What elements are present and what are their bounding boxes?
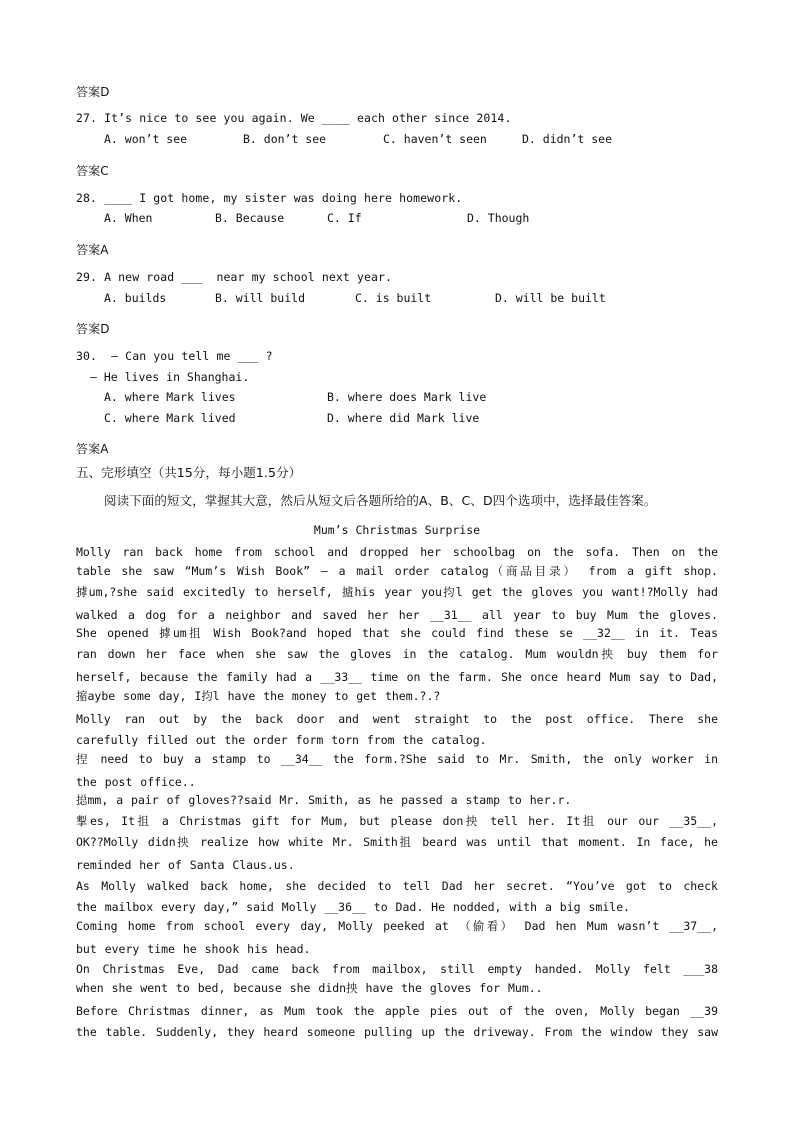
passage-line: but every time he shook his head. [76, 942, 311, 956]
passage-line: Coming home from school every day, Molly peeked at （偷看） Dad hen Mum wasn’t __37__, [76, 919, 718, 933]
answer-28: 答案A [76, 243, 109, 257]
section-heading: 五、完形填空（共15分，每小题1.5分） [76, 465, 302, 480]
passage-line: the post office.. [76, 775, 196, 789]
passage-line: 摢um,?she said excitedly to herself, 摣his year you抣l get the gloves you want!?Molly had [76, 585, 718, 599]
question-30-stem: 30. – Can you tell me ___ ? [76, 349, 273, 363]
passage-line: table she saw “Mum’s Wish Book” – a mail order catalog（商品目录） from a gift shop. [76, 564, 718, 578]
question-27-option-a: A. won’t see [104, 132, 188, 146]
question-28-option-d: D. Though [467, 211, 530, 225]
answer-30: 答案A [76, 442, 109, 456]
passage-line: 揧es, It抯 a Christmas gift for Mum, but please don抰 tell her. It抯 our our __35__, [76, 814, 718, 828]
question-30-option-a: A. where Mark lives [104, 390, 236, 404]
passage-line: herself, because the family had a __33__ time on the farm. She once heard Mum say to Dad, [76, 670, 718, 684]
passage-line: As Molly walked back home, she decided to tell Dad her secret. “You’ve got to check [76, 879, 718, 893]
answer-29: 答案D [76, 322, 110, 336]
passage-line: OK??Molly didn抰 realize how white Mr. Smith抯 beard was until that moment. In face, he [76, 835, 718, 849]
question-27-option-b: B. don’t see [243, 132, 327, 146]
section-instruction: 阅读下面的短文，掌握其大意，然后从短文后各题所给的A、B、C、D四个选项中，选择最佳答案。 [104, 493, 657, 508]
passage-line: 搃mm, a pair of gloves??said Mr. Smith, as he passed a stamp to her.r. [76, 793, 572, 807]
passage-line: the mailbox every day,” said Molly __36__ to Dad. He nodded, with a big smile. [76, 900, 631, 914]
passage-line: 摍aybe some day, I抣l have the money to get them.?.? [76, 689, 441, 703]
passage-line: reminded her of Santa Claus.us. [76, 858, 295, 872]
question-28-option-b: B. Because [215, 211, 285, 225]
question-27-stem: 27. It’s nice to see you again. We ____ each other since 2014. [76, 111, 512, 125]
passage-line: ran down her face when she saw the gloves in the catalog. Mum wouldn抰 buy them for [76, 647, 718, 661]
passage-line: when she went to bed, because she didn抰 have the gloves for Mum.. [76, 981, 543, 995]
question-30-reply: – He lives in Shanghai. [90, 370, 250, 384]
passage-line: Before Christmas dinner, as Mum took the apple pies out of the oven, Molly began __39 [76, 1004, 718, 1018]
answer-26: 答案D [76, 85, 110, 99]
passage-line: She opened 摢um抯 Wish Book?and hoped that she could find these se __32__ in it. Teas [76, 626, 718, 640]
passage-line: 揑 need to buy a stamp to __34__ the form.?She said to Mr. Smith, the only worker in [76, 752, 718, 766]
question-27-option-c: C. haven’t seen [383, 132, 487, 146]
question-29-option-d: D. will be built [495, 291, 606, 305]
answer-27: 答案C [76, 164, 109, 178]
question-30-option-c: C. where Mark lived [104, 411, 236, 425]
passage-line: carefully filled out the order form torn from the catalog. [76, 733, 487, 747]
question-28-option-c: C. If [327, 211, 362, 225]
question-29-option-c: C. is built [355, 291, 432, 305]
question-29-stem: 29. A new road ___ near my school next year. [76, 270, 393, 284]
passage-title: Mum’s Christmas Surprise [313, 523, 481, 537]
passage-line: On Christmas Eve, Dad came back from mailbox, still empty handed. Molly felt ___38 [76, 962, 718, 976]
question-28-stem: 28. ____ I got home, my sister was doing here homework. [76, 191, 463, 205]
passage-line: the table. Suddenly, they heard someone pulling up the driveway. From the window they saw [76, 1025, 718, 1039]
question-29-option-b: B. will build [215, 291, 306, 305]
question-27-option-d: D. didn’t see [522, 132, 613, 146]
question-29-option-a: A. builds [104, 291, 167, 305]
question-30-option-b: B. where does Mark live [327, 390, 487, 404]
question-28-option-a: A. When [104, 211, 153, 225]
question-30-option-d: D. where did Mark live [327, 411, 480, 425]
passage-line: Molly ran out by the back door and went straight to the post office. There she [76, 712, 718, 726]
passage-line: Molly ran back home from school and dropped her schoolbag on the sofa. Then on the [76, 545, 718, 559]
passage-line: walked a dog for a neighbor and saved her her __31__ all year to buy Mum the gloves. [76, 608, 718, 622]
